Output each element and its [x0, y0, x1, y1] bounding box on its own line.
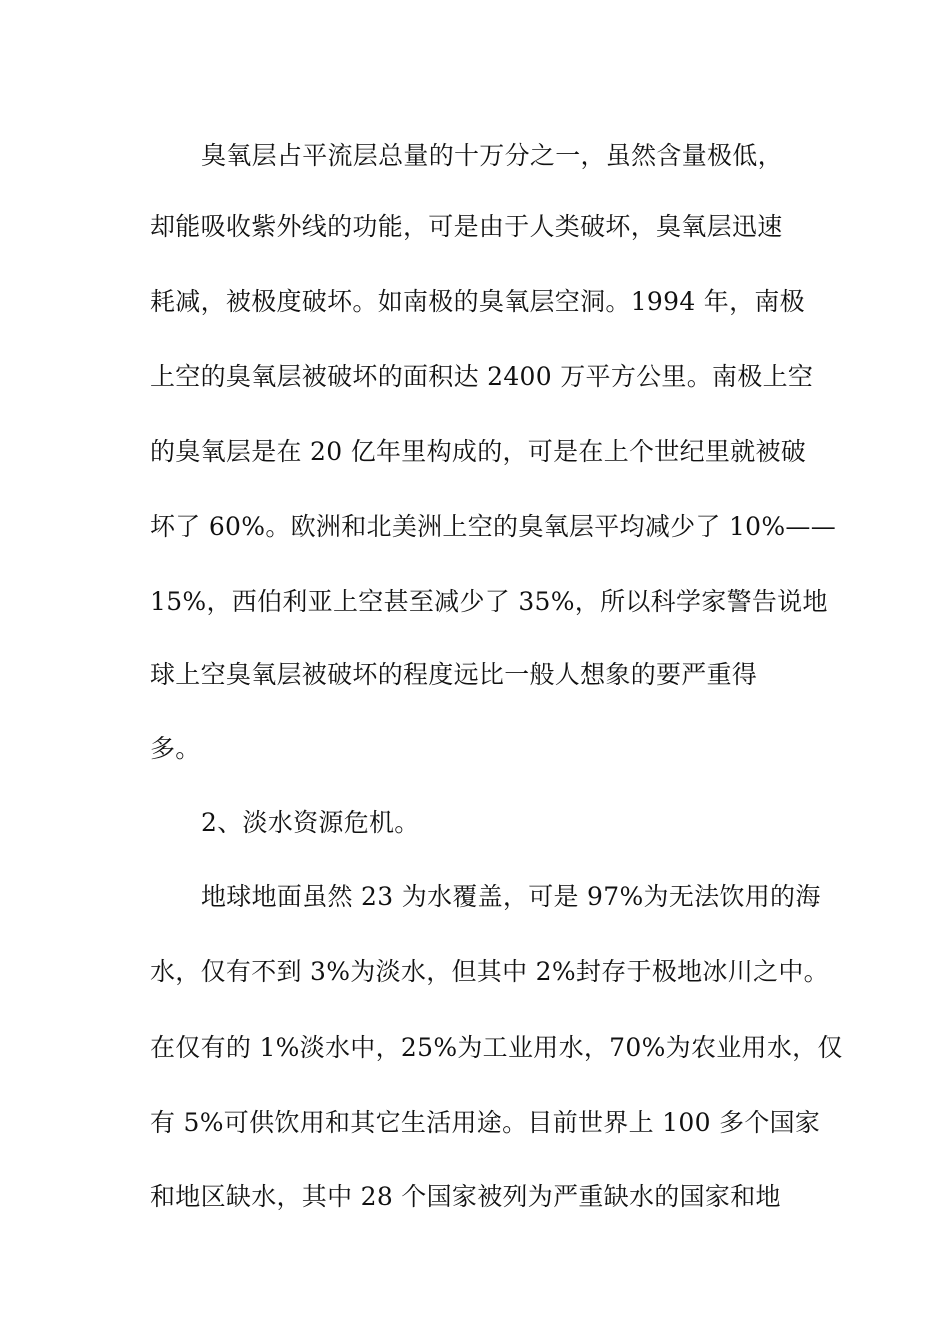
paragraph-line: 15%，西伯利亚上空甚至减少了 35%，所以科学家警告说地	[150, 587, 828, 616]
paragraph-line: 上空的臭氧层被破坏的面积达 2400 万平方公里。南极上空	[150, 362, 814, 391]
paragraph-line: 坏了 60%。欧洲和北美洲上空的臭氧层平均减少了 10%——	[150, 512, 837, 541]
paragraph-line: 地球地面虽然 23 为水覆盖，可是 97%为无法饮用的海	[201, 882, 821, 911]
paragraph-line: 球上空臭氧层被破坏的程度远比一般人想象的要严重得	[150, 660, 758, 689]
paragraph-line: 多。	[150, 734, 201, 763]
paragraph-line: 的臭氧层是在 20 亿年里构成的，可是在上个世纪里就被破	[150, 437, 807, 466]
paragraph-line: 有 5%可供饮用和其它生活用途。目前世界上 100 多个国家	[150, 1108, 821, 1137]
paragraph-line: 水，仅有不到 3%为淡水，但其中 2%封存于极地冰川之中。	[150, 957, 829, 986]
section-heading: 2、淡水资源危机。	[201, 808, 420, 837]
paragraph-line: 在仅有的 1%淡水中，25%为工业用水，70%为农业用水，仅	[150, 1033, 843, 1062]
paragraph-line: 和地区缺水，其中 28 个国家被列为严重缺水的国家和地	[150, 1182, 781, 1211]
paragraph-line: 耗减，被极度破坏。如南极的臭氧层空洞。1994 年，南极	[150, 287, 805, 316]
paragraph-line: 却能吸收紫外线的功能，可是由于人类破坏，臭氧层迅速	[150, 212, 783, 241]
paragraph-line: 臭氧层占平流层总量的十万分之一，虽然含量极低，	[201, 141, 783, 170]
